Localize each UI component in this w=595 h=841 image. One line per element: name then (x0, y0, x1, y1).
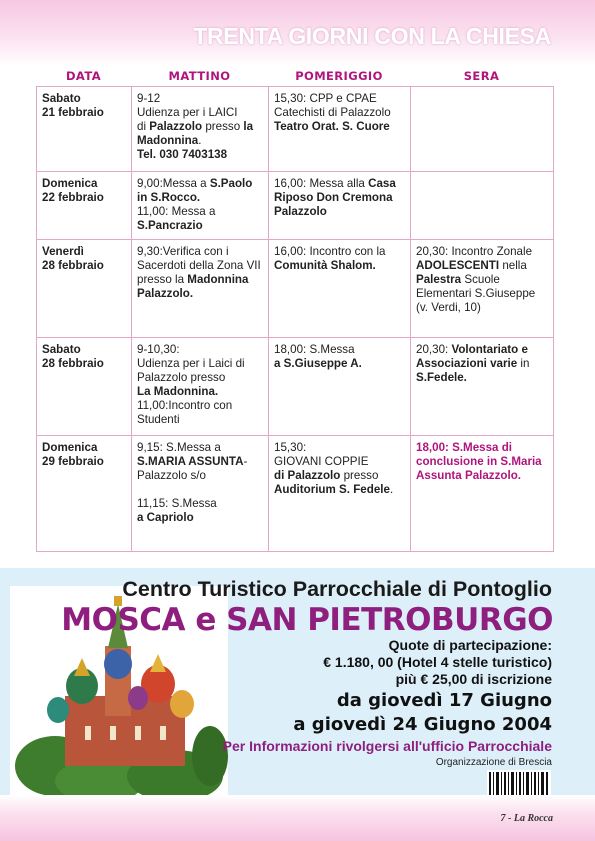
date-cell: Sabato 21 febbraio (37, 87, 132, 172)
column-header-mattino: MATTINO (168, 69, 231, 83)
info-contact: Per Informazioni rivolgersi all'ufficio Parrocchiale (222, 738, 552, 754)
schedule-table (36, 86, 554, 552)
afternoon-cell: 15,30: GIOVANI COPPIE di Palazzolo presso Auditorium S. Fedele. (269, 436, 411, 552)
table-row (37, 338, 554, 436)
barcode-icon (487, 770, 551, 798)
price-registration: più € 25,00 di iscrizione (395, 671, 552, 687)
afternoon-cell: 15,30: CPP e CPAE Catechisti di Palazzolo Teatro Orat. S. Cuore (269, 87, 411, 172)
table-row (37, 87, 554, 172)
date-cell: Domenica 29 febbraio (37, 436, 132, 552)
trip-destination-title: MOSCA e SAN PIETROBURGO (61, 602, 553, 638)
column-header-sera: SERA (463, 69, 500, 83)
evening-cell: 20,30: Volontariato e Associazioni varie in S.Fedele. (411, 338, 554, 436)
table-row (37, 172, 554, 240)
page-title: TRENTA GIORNI CON LA CHIESA (193, 23, 551, 49)
column-header-pomeriggio: POMERIGGIO (295, 69, 383, 83)
morning-cell: 9,00:Messa a S.Paolo in S.Rocco. 11,00: Messa a S.Pancrazio (132, 172, 269, 240)
morning-cell: 9,30:Verifica con i Sacerdoti della Zona VII presso la Madonnina Palazzolo. (132, 240, 269, 338)
afternoon-cell: 18,00: S.Messa a S.Giuseppe A. (269, 338, 411, 436)
morning-cell: 9,15: S.Messa a S.MARIA ASSUNTA-Palazzolo s/o 11,15: S.Messa a Capriolo (132, 436, 269, 552)
afternoon-cell: 16,00: Messa alla Casa Riposo Don Cremona Palazzolo (269, 172, 411, 240)
trip-start-date: da giovedì 17 Giugno (336, 690, 552, 711)
organization-note: Organizzazione di Brescia (435, 757, 552, 768)
evening-cell (411, 87, 554, 172)
trip-end-date: a giovedì 24 Giugno 2004 (293, 714, 552, 735)
table-row (37, 436, 554, 552)
evening-cell (411, 172, 554, 240)
afternoon-cell: 16,00: Incontro con la Comunità Shalom. (269, 240, 411, 338)
date-cell: Sabato 28 febbraio (37, 338, 132, 436)
date-cell: Domenica 22 febbraio (37, 172, 132, 240)
organizer-heading: Centro Turistico Parrocchiale di Pontoglio (122, 577, 552, 601)
price-hotel: € 1.180, 00 (Hotel 4 stelle turistico) (323, 654, 552, 670)
column-header-data: DATA (65, 69, 101, 83)
morning-cell: 9-12 Udienza per i LAICI di Palazzolo presso la Madonnina. Tel. 030 7403138 (132, 87, 269, 172)
evening-cell: 20,30: Incontro Zonale ADOLESCENTI nella Palestra Scuole Elementari S.Giuseppe (v. Verdi, 10) (411, 240, 554, 338)
page-footer: 7 - La Rocca (500, 813, 553, 824)
date-cell: Venerdì 28 febbraio (37, 240, 132, 338)
evening-cell: 18,00: S.Messa di conclusione in S.Maria Assunta Palazzolo. (411, 436, 554, 552)
price-heading: Quote di partecipazione: (388, 637, 552, 653)
morning-cell: 9-10,30: Udienza per i Laici di Palazzolo presso La Madonnina. 11,00:Incontro con Studenti (132, 338, 269, 436)
table-row (37, 240, 554, 338)
